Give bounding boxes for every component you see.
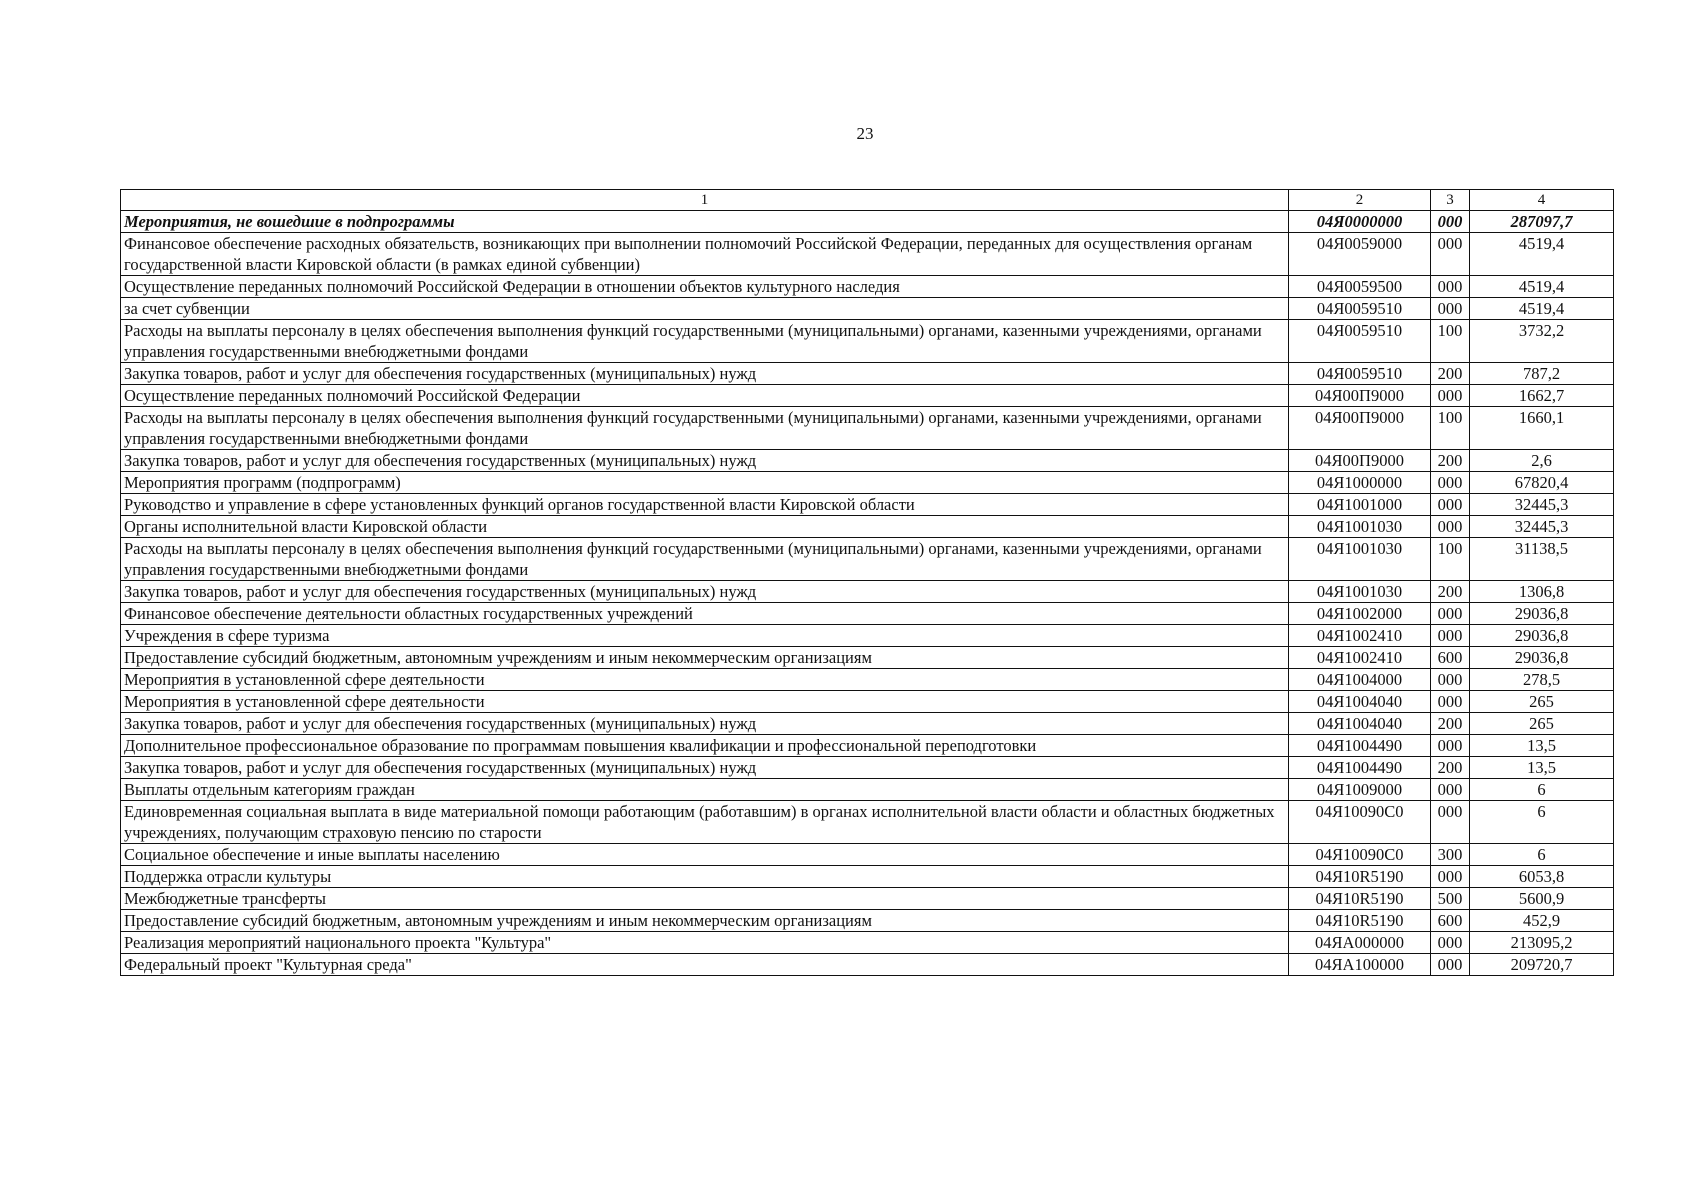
row-amount-cell: 787,2 xyxy=(1470,363,1614,385)
row-kvr-cell: 000 xyxy=(1431,866,1470,888)
row-code-cell: 04Я10R5190 xyxy=(1289,888,1431,910)
table-row xyxy=(121,866,1614,888)
row-code-cell: 04ЯА100000 xyxy=(1289,954,1431,976)
row-kvr-cell: 000 xyxy=(1431,276,1470,298)
row-amount-cell: 6 xyxy=(1470,844,1614,866)
row-amount-cell: 209720,7 xyxy=(1470,954,1614,976)
table-row xyxy=(121,538,1614,581)
table-row xyxy=(121,407,1614,450)
table-row xyxy=(121,691,1614,713)
row-code-cell: 04Я0059500 xyxy=(1289,276,1431,298)
row-amount-cell: 2,6 xyxy=(1470,450,1614,472)
row-code-cell: 04Я0059510 xyxy=(1289,363,1431,385)
row-code-cell: 04Я00П9000 xyxy=(1289,450,1431,472)
table-row xyxy=(121,669,1614,691)
row-name-cell: Мероприятия программ (подпрограмм) xyxy=(121,472,1289,494)
row-code-cell: 04Я0059510 xyxy=(1289,298,1431,320)
row-name-cell: Выплаты отдельным категориям граждан xyxy=(121,779,1289,801)
table-row xyxy=(121,320,1614,363)
row-kvr-cell: 100 xyxy=(1431,320,1470,363)
page-number: 23 xyxy=(856,124,874,143)
table-header-row xyxy=(121,190,1614,211)
row-name-cell: Финансовое обеспечение деятельности областных государственных учреждений xyxy=(121,603,1289,625)
row-kvr-cell: 200 xyxy=(1431,713,1470,735)
row-name-cell: Осуществление переданных полномочий Российской Федерации в отношении объектов культурного наследия xyxy=(121,276,1289,298)
row-name-cell: Органы исполнительной власти Кировской области xyxy=(121,516,1289,538)
row-kvr-cell: 200 xyxy=(1431,581,1470,603)
row-name-cell: Мероприятия, не вошедшие в подпрограммы xyxy=(121,211,1289,233)
table-row xyxy=(121,888,1614,910)
row-code-cell: 04Я1004000 xyxy=(1289,669,1431,691)
row-code-cell: 04Я0059000 xyxy=(1289,233,1431,276)
table-row xyxy=(121,603,1614,625)
row-amount-cell: 4519,4 xyxy=(1470,233,1614,276)
table-row xyxy=(121,735,1614,757)
row-kvr-cell: 100 xyxy=(1431,538,1470,581)
row-code-cell: 04Я1001030 xyxy=(1289,516,1431,538)
row-name-cell: Мероприятия в установленной сфере деятельности xyxy=(121,691,1289,713)
row-name-cell: Расходы на выплаты персоналу в целях обеспечения выполнения функций государственными (муниципальными) органами, казенными учреждениями, органами управления государственными внебюджетными фондами xyxy=(121,538,1289,581)
row-amount-cell: 31138,5 xyxy=(1470,538,1614,581)
table-row xyxy=(121,298,1614,320)
row-code-cell: 04ЯА000000 xyxy=(1289,932,1431,954)
table-row xyxy=(121,932,1614,954)
row-amount-cell: 67820,4 xyxy=(1470,472,1614,494)
row-amount-cell: 452,9 xyxy=(1470,910,1614,932)
row-name-cell: Закупка товаров, работ и услуг для обеспечения государственных (муниципальных) нужд xyxy=(121,363,1289,385)
table-row xyxy=(121,910,1614,932)
row-amount-cell: 278,5 xyxy=(1470,669,1614,691)
row-code-cell: 04Я10090С0 xyxy=(1289,844,1431,866)
row-amount-cell: 6053,8 xyxy=(1470,866,1614,888)
row-kvr-cell: 000 xyxy=(1431,954,1470,976)
table-row xyxy=(121,713,1614,735)
row-kvr-cell: 100 xyxy=(1431,407,1470,450)
row-code-cell: 04Я1004490 xyxy=(1289,735,1431,757)
row-name-cell: Закупка товаров, работ и услуг для обеспечения государственных (муниципальных) нужд xyxy=(121,581,1289,603)
row-code-cell: 04Я10090С0 xyxy=(1289,801,1431,844)
row-code-cell: 04Я1004040 xyxy=(1289,691,1431,713)
row-code-cell: 04Я1004040 xyxy=(1289,713,1431,735)
row-name-cell: Закупка товаров, работ и услуг для обеспечения государственных (муниципальных) нужд xyxy=(121,713,1289,735)
table-row xyxy=(121,233,1614,276)
row-amount-cell: 1306,8 xyxy=(1470,581,1614,603)
row-name-cell: Социальное обеспечение и иные выплаты населению xyxy=(121,844,1289,866)
row-kvr-cell: 000 xyxy=(1431,735,1470,757)
row-kvr-cell: 500 xyxy=(1431,888,1470,910)
row-name-cell: Руководство и управление в сфере установленных функций органов государственной власти Кировской области xyxy=(121,494,1289,516)
row-kvr-cell: 000 xyxy=(1431,691,1470,713)
row-code-cell: 04Я1000000 xyxy=(1289,472,1431,494)
row-amount-cell: 4519,4 xyxy=(1470,276,1614,298)
row-amount-cell: 265 xyxy=(1470,691,1614,713)
row-amount-cell: 29036,8 xyxy=(1470,625,1614,647)
row-code-cell: 04Я1004490 xyxy=(1289,757,1431,779)
column-header-4: 4 xyxy=(1470,190,1614,211)
table-row xyxy=(121,647,1614,669)
row-code-cell: 04Я1002000 xyxy=(1289,603,1431,625)
row-name-cell: Осуществление переданных полномочий Российской Федерации xyxy=(121,385,1289,407)
row-kvr-cell: 200 xyxy=(1431,450,1470,472)
table-row xyxy=(121,472,1614,494)
row-kvr-cell: 000 xyxy=(1431,233,1470,276)
row-kvr-cell: 300 xyxy=(1431,844,1470,866)
row-amount-cell: 32445,3 xyxy=(1470,516,1614,538)
row-name-cell: Закупка товаров, работ и услуг для обеспечения государственных (муниципальных) нужд xyxy=(121,757,1289,779)
row-name-cell: Предоставление субсидий бюджетным, автономным учреждениям и иным некоммерческим организациям xyxy=(121,910,1289,932)
row-kvr-cell: 000 xyxy=(1431,625,1470,647)
row-kvr-cell: 000 xyxy=(1431,494,1470,516)
row-code-cell: 04Я1001030 xyxy=(1289,581,1431,603)
row-amount-cell: 5600,9 xyxy=(1470,888,1614,910)
row-name-cell: Единовременная социальная выплата в виде материальной помощи работающим (работавшим) в органах исполнительной власти области и областных бюджетных учреждениях, получающим страховую пенсию по старости xyxy=(121,801,1289,844)
row-kvr-cell: 000 xyxy=(1431,211,1470,233)
row-kvr-cell: 200 xyxy=(1431,363,1470,385)
row-amount-cell: 287097,7 xyxy=(1470,211,1614,233)
row-kvr-cell: 600 xyxy=(1431,910,1470,932)
table-row xyxy=(121,385,1614,407)
row-name-cell: за счет субвенции xyxy=(121,298,1289,320)
row-amount-cell: 29036,8 xyxy=(1470,647,1614,669)
row-amount-cell: 29036,8 xyxy=(1470,603,1614,625)
row-kvr-cell: 200 xyxy=(1431,757,1470,779)
row-code-cell: 04Я10R5190 xyxy=(1289,866,1431,888)
column-header-1: 1 xyxy=(121,190,1289,211)
row-name-cell: Предоставление субсидий бюджетным, автономным учреждениям и иным некоммерческим организациям xyxy=(121,647,1289,669)
table-row xyxy=(121,801,1614,844)
row-name-cell: Межбюджетные трансферты xyxy=(121,888,1289,910)
row-name-cell: Реализация мероприятий национального проекта "Культура" xyxy=(121,932,1289,954)
row-kvr-cell: 000 xyxy=(1431,779,1470,801)
column-header-3: 3 xyxy=(1431,190,1470,211)
row-kvr-cell: 000 xyxy=(1431,669,1470,691)
table-row xyxy=(121,516,1614,538)
row-code-cell: 04Я10R5190 xyxy=(1289,910,1431,932)
table-row xyxy=(121,844,1614,866)
row-kvr-cell: 000 xyxy=(1431,516,1470,538)
table-row xyxy=(121,450,1614,472)
row-amount-cell: 265 xyxy=(1470,713,1614,735)
row-name-cell: Финансовое обеспечение расходных обязательств, возникающих при выполнении полномочий Российской Федерации, переданных для осуществления органам государственной власти Кировской области (в рамках единой субвенции) xyxy=(121,233,1289,276)
row-kvr-cell: 000 xyxy=(1431,472,1470,494)
row-kvr-cell: 000 xyxy=(1431,298,1470,320)
table-row xyxy=(121,276,1614,298)
row-name-cell: Расходы на выплаты персоналу в целях обеспечения выполнения функций государственными (муниципальными) органами, казенными учреждениями, органами управления государственными внебюджетными фондами xyxy=(121,407,1289,450)
row-name-cell: Мероприятия в установленной сфере деятельности xyxy=(121,669,1289,691)
table-row xyxy=(121,779,1614,801)
row-name-cell: Учреждения в сфере туризма xyxy=(121,625,1289,647)
row-amount-cell: 3732,2 xyxy=(1470,320,1614,363)
table-row xyxy=(121,625,1614,647)
row-code-cell: 04Я1001000 xyxy=(1289,494,1431,516)
row-amount-cell: 6 xyxy=(1470,779,1614,801)
row-code-cell: 04Я00П9000 xyxy=(1289,385,1431,407)
table-row xyxy=(121,954,1614,976)
row-amount-cell: 13,5 xyxy=(1470,757,1614,779)
column-header-2: 2 xyxy=(1289,190,1431,211)
row-name-cell: Закупка товаров, работ и услуг для обеспечения государственных (муниципальных) нужд xyxy=(121,450,1289,472)
row-amount-cell: 213095,2 xyxy=(1470,932,1614,954)
row-code-cell: 04Я0059510 xyxy=(1289,320,1431,363)
row-amount-cell: 1660,1 xyxy=(1470,407,1614,450)
table-row xyxy=(121,757,1614,779)
row-name-cell: Федеральный проект "Культурная среда" xyxy=(121,954,1289,976)
row-code-cell: 04Я1001030 xyxy=(1289,538,1431,581)
row-name-cell: Поддержка отрасли культуры xyxy=(121,866,1289,888)
budget-table xyxy=(120,189,1614,976)
row-amount-cell: 32445,3 xyxy=(1470,494,1614,516)
table-row xyxy=(121,363,1614,385)
row-kvr-cell: 000 xyxy=(1431,385,1470,407)
row-kvr-cell: 600 xyxy=(1431,647,1470,669)
row-kvr-cell: 000 xyxy=(1431,801,1470,844)
row-code-cell: 04Я1009000 xyxy=(1289,779,1431,801)
row-kvr-cell: 000 xyxy=(1431,603,1470,625)
row-code-cell: 04Я1002410 xyxy=(1289,625,1431,647)
row-code-cell: 04Я1002410 xyxy=(1289,647,1431,669)
row-amount-cell: 1662,7 xyxy=(1470,385,1614,407)
table-row xyxy=(121,581,1614,603)
row-amount-cell: 13,5 xyxy=(1470,735,1614,757)
row-kvr-cell: 000 xyxy=(1431,932,1470,954)
row-code-cell: 04Я00П9000 xyxy=(1289,407,1431,450)
row-amount-cell: 6 xyxy=(1470,801,1614,844)
row-name-cell: Расходы на выплаты персоналу в целях обеспечения выполнения функций государственными (муниципальными) органами, казенными учреждениями, органами управления государственными внебюджетными фондами xyxy=(121,320,1289,363)
row-name-cell: Дополнительное профессиональное образование по программам повышения квалификации и профессиональной переподготовки xyxy=(121,735,1289,757)
row-code-cell: 04Я0000000 xyxy=(1289,211,1431,233)
table-row xyxy=(121,494,1614,516)
row-amount-cell: 4519,4 xyxy=(1470,298,1614,320)
table-row xyxy=(121,211,1614,233)
